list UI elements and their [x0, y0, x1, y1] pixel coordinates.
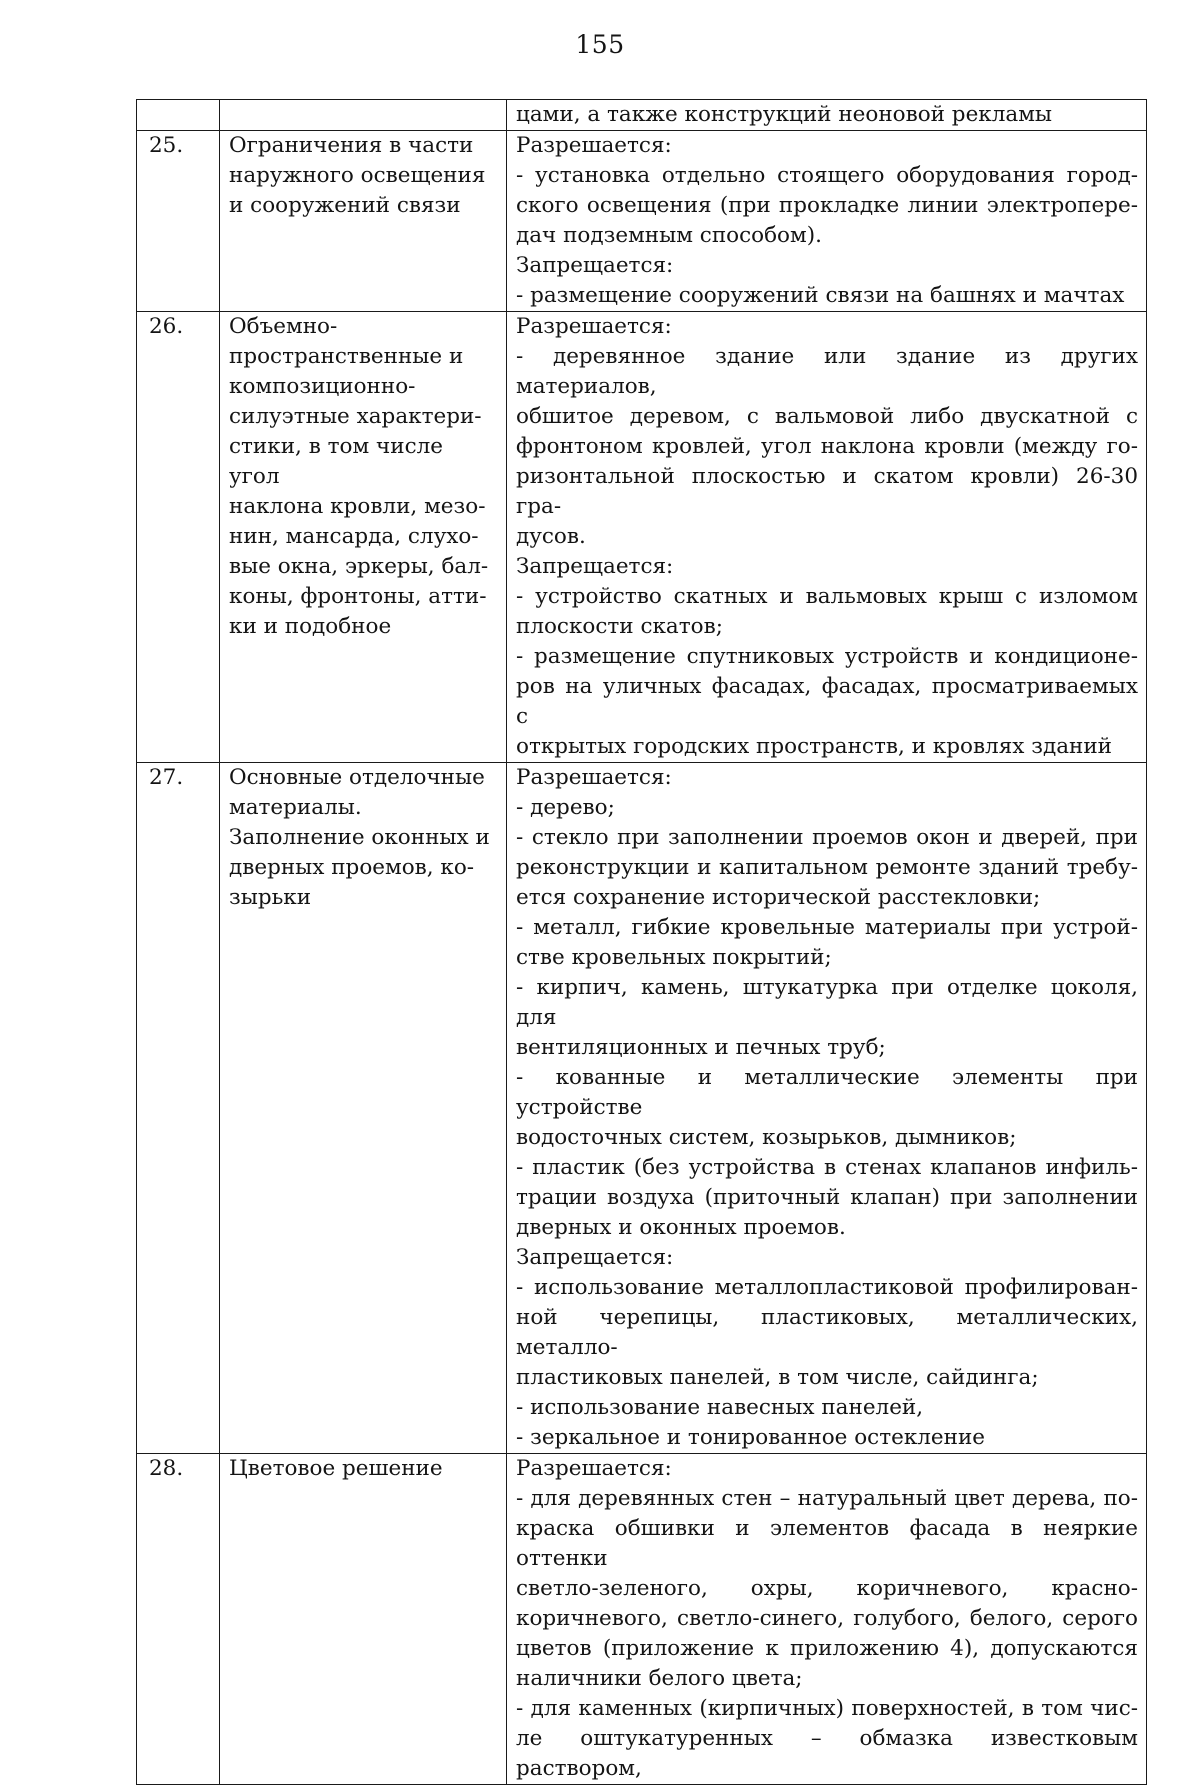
requirement-line: - установка отдельно стоящего оборудования город-	[516, 163, 1138, 188]
parameter-requirements	[507, 763, 1147, 1454]
requirement-line: Запрещается:	[516, 253, 674, 278]
requirement-line: ле оштукатуренных – обмазка известковым раствором,	[516, 1726, 1138, 1781]
parameter-name-line: материалы.	[229, 795, 362, 820]
requirement-line: ется сохранение исторической расстекловки;	[516, 885, 1041, 910]
parameter-name	[220, 1454, 507, 1785]
requirement-line: дач подземным способом).	[516, 223, 822, 248]
requirement-line: светло-зеленого, охры, коричневого, красно-	[516, 1576, 1138, 1601]
table-row	[137, 312, 1147, 763]
parameter-name-line: композиционно-	[229, 374, 416, 399]
parameter-requirements	[507, 312, 1147, 763]
parameter-requirements	[507, 100, 1147, 131]
requirement-line: обшитое деревом, с вальмовой либо двускатной с	[516, 404, 1138, 429]
row-number: 25.	[137, 131, 220, 312]
requirement-line: ной черепицы, пластиковых, металлических, металло-	[516, 1305, 1138, 1360]
page-number: 155	[575, 30, 625, 59]
requirement-line: ризонтальной плоскостью и скатом кровли) 26-30 гра-	[516, 464, 1138, 519]
requirement-line: - устройство скатных и вальмовых крыш с изломом	[516, 584, 1138, 609]
requirement-line: вентиляционных и печных труб;	[516, 1035, 886, 1060]
requirement-line: реконструкции и капитальном ремонте зданий требу-	[516, 855, 1138, 880]
table-row	[137, 100, 1147, 131]
parameter-requirements	[507, 131, 1147, 312]
requirement-line: Запрещается:	[516, 554, 674, 579]
requirement-line: открытых городских пространств, и кровлях зданий	[516, 734, 1112, 759]
parameter-name-line: вые окна, эркеры, бал-	[229, 554, 489, 579]
requirement-line: - деревянное здание или здание из других материалов,	[516, 344, 1138, 399]
requirement-line: Разрешается:	[516, 765, 672, 790]
requirement-line: - использование навесных панелей,	[516, 1395, 924, 1420]
requirement-line: - металл, гибкие кровельные материалы при устрой-	[516, 915, 1138, 940]
requirement-line: Разрешается:	[516, 1456, 672, 1481]
parameter-name	[220, 131, 507, 312]
requirement-line: - кованные и металлические элементы при устройстве	[516, 1065, 1138, 1120]
parameter-name-line: силуэтные характери-	[229, 404, 482, 429]
parameter-name-line: Заполнение оконных и	[229, 825, 490, 850]
requirement-line: цами, а также конструкций неоновой рекламы	[516, 102, 1053, 127]
requirement-line: дусов.	[516, 524, 586, 549]
parameter-name-line: коны, фронтоны, атти-	[229, 584, 487, 609]
requirement-line: - использование металлопластиковой профилирован-	[516, 1275, 1138, 1300]
requirement-line: Разрешается:	[516, 133, 672, 158]
requirement-line: плоскости скатов;	[516, 614, 723, 639]
requirement-line: Запрещается:	[516, 1245, 674, 1270]
requirement-line: - дерево;	[516, 795, 615, 820]
parameter-name-line: Ограничения в части	[229, 133, 474, 158]
requirement-line: - кирпич, камень, штукатурка при отделке цоколя, для	[516, 975, 1138, 1030]
row-number: 27.	[137, 763, 220, 1454]
requirement-line: трации воздуха (приточный клапан) при заполнении	[516, 1185, 1138, 1210]
row-number	[137, 100, 220, 131]
parameter-name-line: Основные отделочные	[229, 765, 485, 790]
table-row	[137, 131, 1147, 312]
requirement-line: - размещение сооружений связи на башнях и мачтах	[516, 283, 1125, 308]
requirement-line: ского освещения (при прокладке линии электропере-	[516, 193, 1138, 218]
requirement-line: стве кровельных покрытий;	[516, 945, 832, 970]
requirement-line: водосточных систем, козырьков, дымников;	[516, 1125, 1017, 1150]
table-row	[137, 763, 1147, 1454]
requirement-line: цветов (приложение к приложению 4), допускаются	[516, 1636, 1138, 1661]
row-number: 28.	[137, 1454, 220, 1785]
regulations-table-body	[137, 100, 1147, 1785]
requirement-line: - для деревянных стен – натуральный цвет дерева, по-	[516, 1486, 1138, 1511]
parameter-name	[220, 100, 507, 131]
requirement-line: - стекло при заполнении проемов окон и дверей, при	[516, 825, 1138, 850]
table-row	[137, 1454, 1147, 1785]
requirement-line: Разрешается:	[516, 314, 672, 339]
requirement-line: пластиковых панелей, в том числе, сайдинга;	[516, 1365, 1039, 1390]
parameter-name-line: зырьки	[229, 885, 312, 910]
parameter-name-line: Объемно-	[229, 314, 338, 339]
parameter-name-line: и сооружений связи	[229, 193, 461, 218]
requirement-line: ров на уличных фасадах, фасадах, просматриваемых с	[516, 674, 1138, 729]
parameter-name-line: Цветовое решение	[229, 1456, 443, 1481]
parameter-name	[220, 312, 507, 763]
parameter-name-line: пространственные и	[229, 344, 464, 369]
requirement-line: коричневого, светло-синего, голубого, белого, серого	[516, 1606, 1138, 1631]
requirement-line: - размещение спутниковых устройств и кондиционе-	[516, 644, 1138, 669]
requirement-line: наличники белого цвета;	[516, 1666, 803, 1691]
row-number: 26.	[137, 312, 220, 763]
parameter-name-line: ки и подобное	[229, 614, 392, 639]
requirement-line: фронтоном кровлей, угол наклона кровли (между го-	[516, 434, 1138, 459]
requirement-line: краска обшивки и элементов фасада в неяркие оттенки	[516, 1516, 1138, 1571]
parameter-name-line: наружного освещения	[229, 163, 486, 188]
requirement-line: - для каменных (кирпичных) поверхностей, в том чис-	[516, 1696, 1138, 1721]
parameter-name-line: наклона кровли, мезо-	[229, 494, 486, 519]
parameter-name	[220, 763, 507, 1454]
requirement-line: дверных и оконных проемов.	[516, 1215, 846, 1240]
parameter-name-line: дверных проемов, ко-	[229, 855, 475, 880]
requirement-line: - пластик (без устройства в стенах клапанов инфиль-	[516, 1155, 1138, 1180]
regulations-table	[136, 99, 1147, 1785]
requirement-line: - зеркальное и тонированное остекление	[516, 1425, 986, 1450]
parameter-requirements	[507, 1454, 1147, 1785]
parameter-name-line: стики, в том числе угол	[229, 434, 444, 489]
parameter-name-line: нин, мансарда, слухо-	[229, 524, 479, 549]
